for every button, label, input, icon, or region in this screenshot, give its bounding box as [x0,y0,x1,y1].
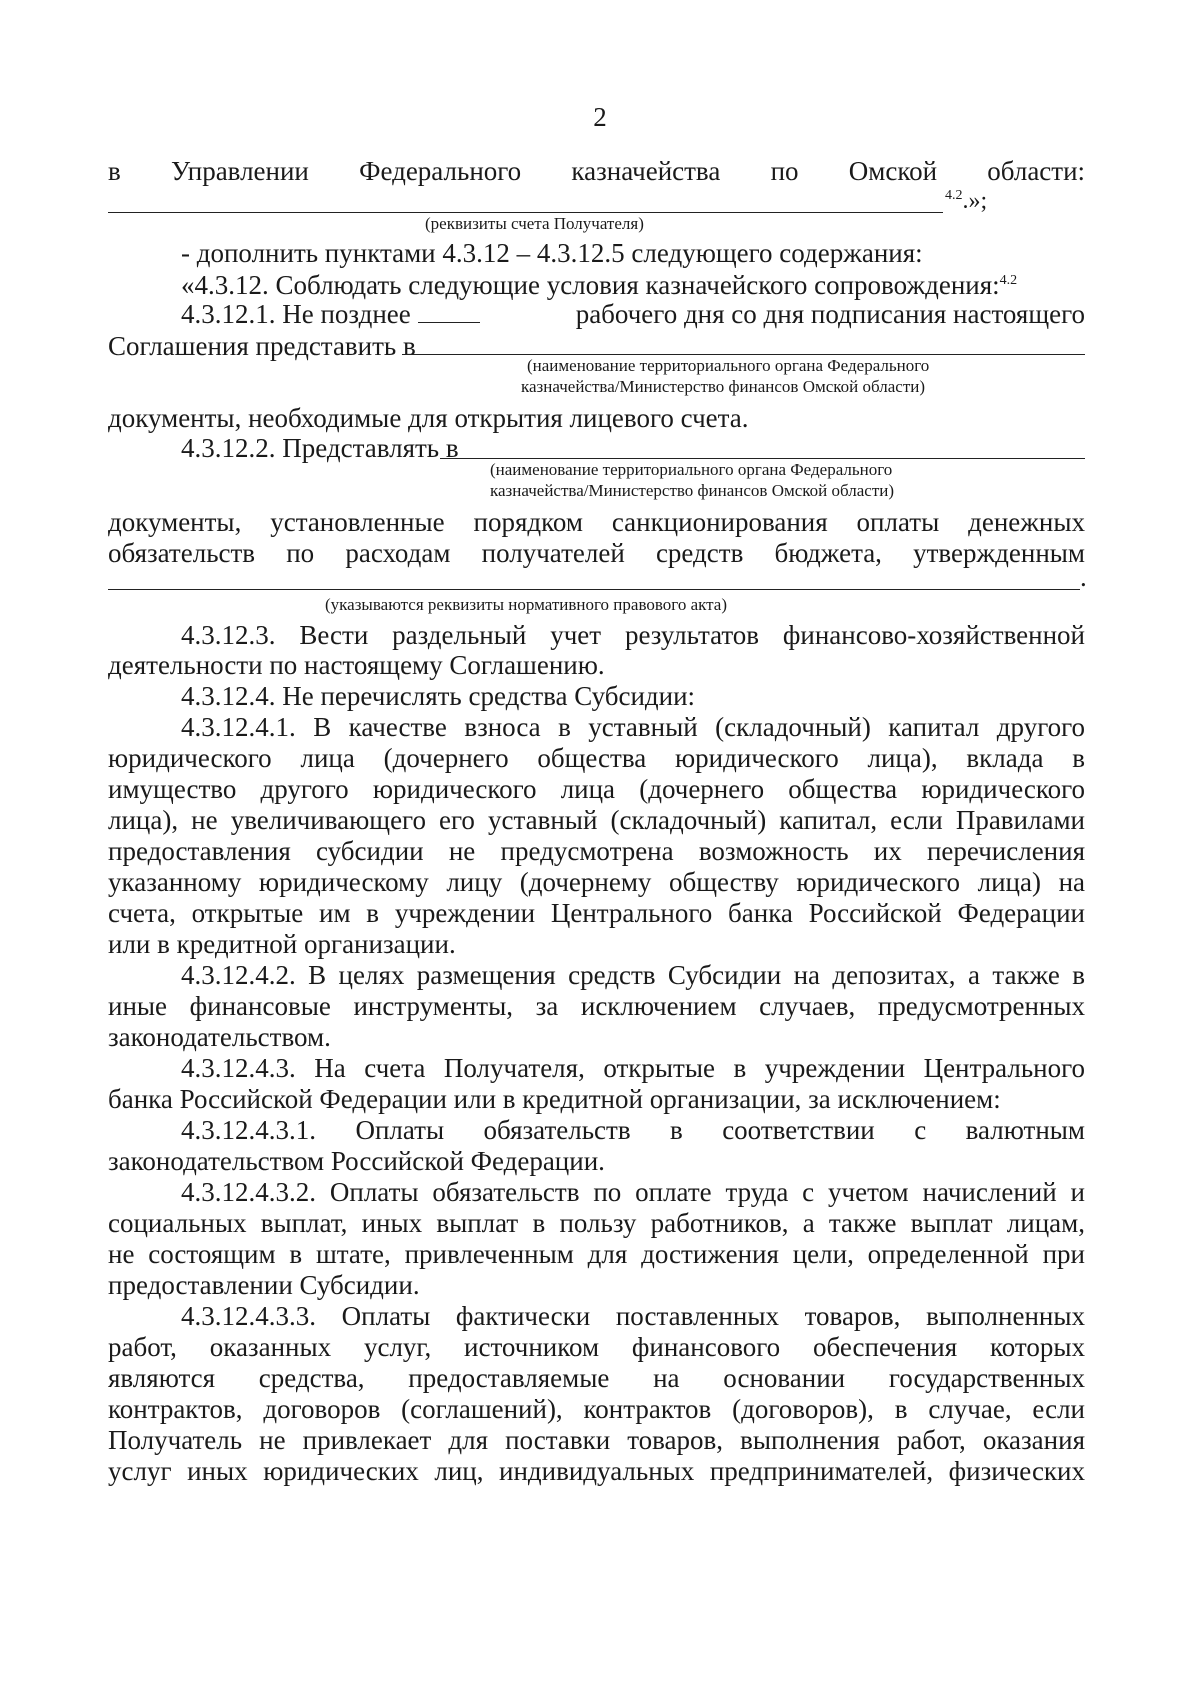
body-line: работ, оказанных услуг, источником финансового обеспечения которых [108,1332,1085,1362]
treasury-organ-blank-2 [440,458,1085,459]
body-line: не состоящим в штате, привлеченным для достижения цели, определенной при [108,1239,1085,1269]
days-blank [418,322,480,323]
body-line: или в кредитной организации. [108,929,456,959]
page-number: 2 [593,102,607,132]
body-line: контрактов, договоров (соглашений), контрактов (договоров), в случае, если [108,1394,1085,1424]
body-line: 4.3.12.4.3.3. Оплаты фактически поставленных товаров, выполненных [181,1301,1085,1331]
body-line: 4.3.12.3. Вести раздельный учет результатов финансово-хозяйственной [181,620,1085,650]
point-4-3-12-1-line2: Соглашения представить в [108,331,416,361]
recipient-account-blank [108,212,943,213]
body-line: являются средства, предоставляемые на основании государственных [108,1363,1085,1393]
point-4-3-12-2-line3: обязательств по расходам получателей средств бюджета, утвержденным [108,538,1085,568]
point-4-3-12-2: 4.3.12.2. Представлять в [181,433,459,463]
body-line: деятельности по настоящему Соглашению. [108,650,605,680]
caption-organ-1b: казначейства/Министерство финансов Омской области) [521,377,926,396]
treasury-organ-blank-1 [402,354,1085,355]
body-line: 4.3.12.4. Не перечислять средства Субсидии: [181,681,696,711]
caption-organ-2a: (наименование территориального органа Федерального [490,460,893,479]
body-line: 4.3.12.4.1. В качестве взноса в уставный (складочный) капитал другого [181,712,1085,742]
caption-organ-2b: казначейства/Министерство финансов Омской области) [490,481,895,500]
point-4-3-12-1-line3: документы, необходимые для открытия лицевого счета. [108,403,749,433]
point-4-3-12: «4.3.12. Соблюдать следующие условия казначейского сопровождения:$^{4.2}$ [181,270,1018,300]
recipient-account-caption: (реквизиты счета Получателя) [425,214,644,233]
body-line: лица), не увеличивающего его уставный (складочный) капитал, если Правилами [108,805,1085,835]
body-line: законодательством. [108,1022,331,1052]
body-line: юридического лица (дочернего общества юридического лица), вклада в [108,743,1085,773]
body-line: имущество другого юридического лица (дочернего общества юридического [108,774,1085,804]
body-line: 4.3.12.4.2. В целях размещения средств Субсидии на депозитах, а также в [181,960,1085,990]
body-line: предоставления субсидии не предусмотрена возможность их перечисления [108,836,1085,866]
normative-act-blank [108,589,1080,590]
body-line: указанному юридическому лицу (дочернему обществу юридического лица) на [108,867,1085,897]
body-line: законодательством Российской Федерации. [108,1146,605,1176]
caption-organ-1a: (наименование территориального органа Федерального [527,356,930,375]
body-line: счета, открытые им в учреждении Центрального банка Российской Федерации [108,898,1085,928]
normative-act-end: . [1080,562,1087,592]
point-4-3-12-2-line2: документы, установленные порядком санкционирования оплаты денежных [108,507,1085,537]
footnote-ref: $^{4.2}$.»; [945,188,988,214]
add-points-line: - дополнить пунктами 4.3.12 – 4.3.12.5 следующего содержания: [181,238,923,268]
body-line: иные финансовые инструменты, за исключением случаев, предусмотренных [108,991,1085,1021]
body-line: услуг иных юридических лиц, индивидуальных предпринимателей, физических [108,1456,1085,1486]
body-line: социальных выплат, иных выплат в пользу работников, а также выплат лицам, [108,1208,1085,1238]
caption-normative-act: (указываются реквизиты нормативного правового акта) [325,595,727,614]
body-line: 4.3.12.4.3.2. Оплаты обязательств по оплате труда с учетом начислений и [181,1177,1085,1207]
body-line: 4.3.12.4.3.1. Оплаты обязательств в соответствии с валютным [181,1115,1085,1145]
body-line: предоставлении Субсидии. [108,1270,420,1300]
body-line: 4.3.12.4.3. На счета Получателя, открытые в учреждении Центрального [181,1053,1085,1083]
point-4-3-12-1: 4.3.12.1. Не позднее рабочего дня со дня подписания настоящего [181,299,1085,329]
body-line: Получатель не привлекает для поставки товаров, выполнения работ, оказания [108,1425,1085,1455]
treasury-line: в Управлении Федерального казначейства по Омской области: [108,156,1086,186]
body-line: банка Российской Федерации или в кредитной организации, за исключением: [108,1084,1001,1114]
